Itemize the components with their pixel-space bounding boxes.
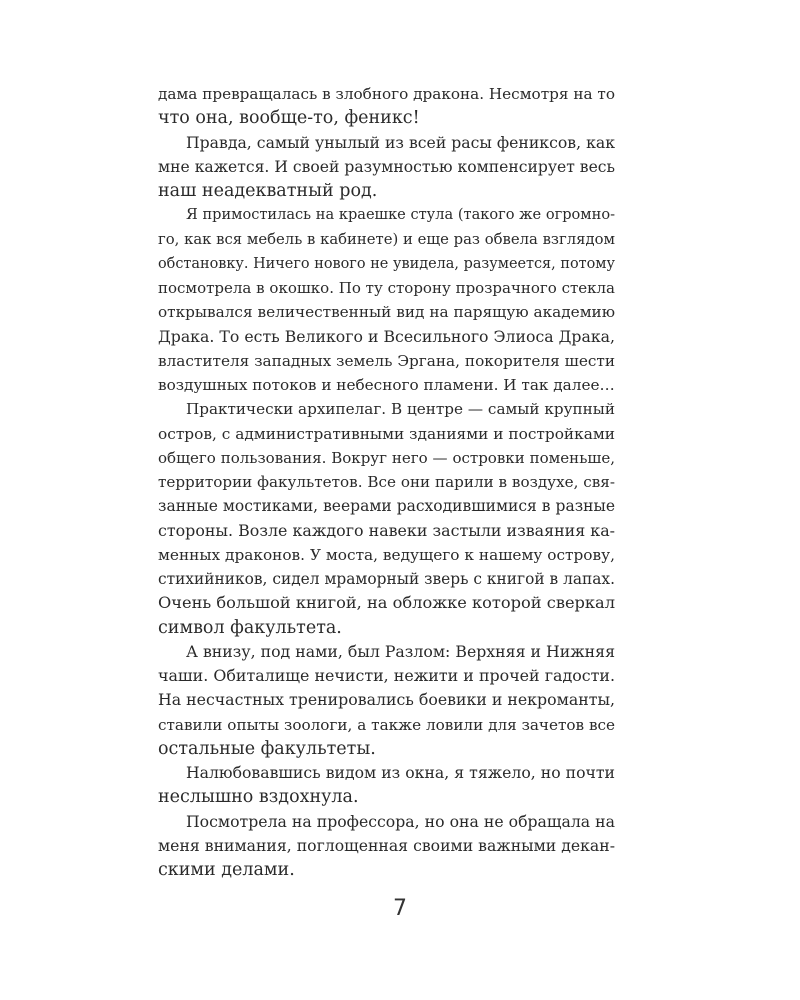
text-line: остальные факультеты. bbox=[158, 738, 376, 759]
text-line: Драка. То есть Великого и Всесильного Элиоса Драка, bbox=[158, 326, 615, 346]
text-line: дама превращалась в злобного дракона. Несмотря на то bbox=[158, 85, 615, 103]
text-line: наш неадекватный род. bbox=[158, 181, 378, 201]
text-line: Правда, самый унылый из всей расы фениксов, как bbox=[186, 132, 615, 152]
text-line: общего пользования. Вокруг него — островки поменьше, bbox=[158, 448, 615, 467]
text-line: территории факультетов. Все они парили в воздухе, свя- bbox=[158, 473, 615, 491]
text-line: менных драконов. У моста, ведущего к нашему острову, bbox=[158, 545, 615, 564]
text-line: символ факультета. bbox=[158, 617, 342, 638]
text-line: А внизу, под нами, был Разлом: Верхняя и Нижняя bbox=[186, 641, 615, 661]
text-line: го, как вся мебель в кабинете) и еще раз обвела взглядом bbox=[158, 230, 615, 248]
text-line: Я примостилась на краешке стула (такого же огромно- bbox=[186, 206, 615, 224]
text-line: Налюбовавшись видом из окна, я тяжело, но почти bbox=[186, 763, 615, 782]
text-line: обстановку. Ничего нового не увидела, разумеется, потому bbox=[158, 255, 615, 272]
text-line: неслышно вздохнула. bbox=[158, 787, 359, 808]
text-line: Практически архипелаг. В центре — самый крупный bbox=[186, 400, 615, 419]
text-line: На несчастных тренировались боевики и некроманты, bbox=[158, 690, 615, 710]
text-line: занные мостиками, веерами расходившимися в разные bbox=[158, 497, 615, 516]
text-line: что она, вообще-то, феникс! bbox=[158, 108, 420, 129]
text-line: скими делами. bbox=[158, 860, 295, 880]
text-line: ставили опыты зоологи, а также ловили для зачетов все bbox=[158, 715, 615, 734]
text-line: Посмотрела на профессора, но она не обращала на bbox=[186, 811, 615, 831]
text-line: стихийников, сидел мраморный зверь с книгой в лапах. bbox=[158, 570, 615, 588]
text-line: властителя западных земель Эргана, покорителя шести bbox=[158, 351, 615, 370]
page-number: 7 bbox=[393, 896, 407, 921]
text-line: открывался величественный вид на парящую академию bbox=[158, 303, 615, 322]
text-line: остров, с административными зданиями и постройками bbox=[158, 424, 615, 443]
text-line: Очень большой книгой, на обложке которой сверкал bbox=[158, 593, 615, 613]
body-text bbox=[158, 82, 615, 882]
text-line: мне кажется. И своей разумностью компенсирует весь bbox=[158, 157, 615, 176]
text-line: воздушных потоков и небесного пламени. И так далее… bbox=[158, 376, 615, 394]
text-line: посмотрела в окошко. По ту сторону прозрачного стекла bbox=[158, 279, 615, 297]
text-line: чаши. Обиталище нечисти, нежити и прочей гадости. bbox=[158, 666, 615, 685]
text-line: меня внимания, поглощенная своими важными декан- bbox=[158, 835, 615, 855]
text-line: стороны. Возле каждого навеки застыли изваяния ка- bbox=[158, 520, 615, 540]
